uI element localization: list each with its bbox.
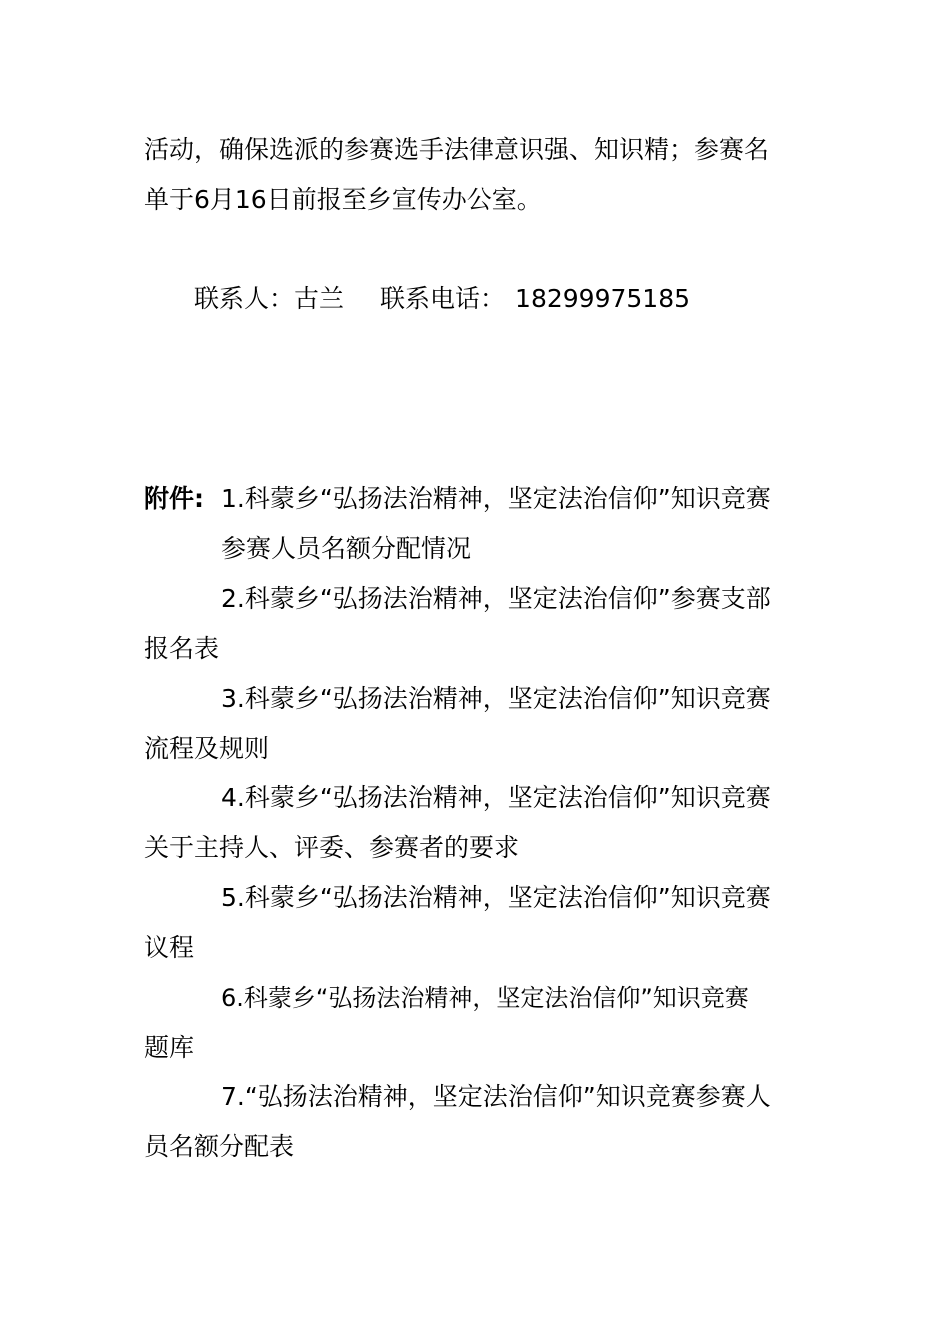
attachment-item-line: 6.科蒙乡“弘扬法治精神，坚定法治信仰”知识竞赛 <box>221 984 749 1012</box>
contact-line <box>194 283 690 315</box>
contact-person-name: 古兰 <box>294 284 345 313</box>
attachment-item-line: 2.科蒙乡“弘扬法治精神，坚定法治信仰”参赛支部 <box>221 584 771 613</box>
attachment-item-line: 员名额分配表 <box>144 1132 295 1161</box>
paragraph-line: 活动，确保选派的参赛选手法律意识强、知识精；参赛名 <box>144 135 770 164</box>
attachment-item-line: 3.科蒙乡“弘扬法治精神，坚定法治信仰”知识竞赛 <box>221 684 771 713</box>
attachment-item-line: 议程 <box>144 933 195 962</box>
contact-phone-label: 联系电话： <box>380 284 506 313</box>
attachment-item-line: 4.科蒙乡“弘扬法治精神，坚定法治信仰”知识竞赛 <box>221 783 771 812</box>
attachment-item-line: 流程及规则 <box>144 734 270 763</box>
attachment-item-line: 7.“弘扬法治精神，坚定法治信仰”知识竞赛参赛人 <box>221 1082 771 1111</box>
contact-person-label: 联系人： <box>194 284 295 313</box>
attachment-item-line: 关于主持人、评委、参赛者的要求 <box>144 833 520 862</box>
attachment-item-line: 5.科蒙乡“弘扬法治精神，坚定法治信仰”知识竞赛 <box>221 883 771 912</box>
attachments-heading: 附件: <box>144 484 204 513</box>
attachment-item-line: 1.科蒙乡“弘扬法治精神，坚定法治信仰”知识竞赛 <box>221 484 771 513</box>
paragraph-line: 单于6月16日前报至乡宣传办公室。 <box>144 185 542 214</box>
attachment-item-line: 报名表 <box>144 634 220 663</box>
attachment-item-line: 参赛人员名额分配情况 <box>221 534 472 563</box>
contact-phone-number: 18299975185 <box>515 284 691 313</box>
attachment-item-line: 题库 <box>144 1033 195 1062</box>
